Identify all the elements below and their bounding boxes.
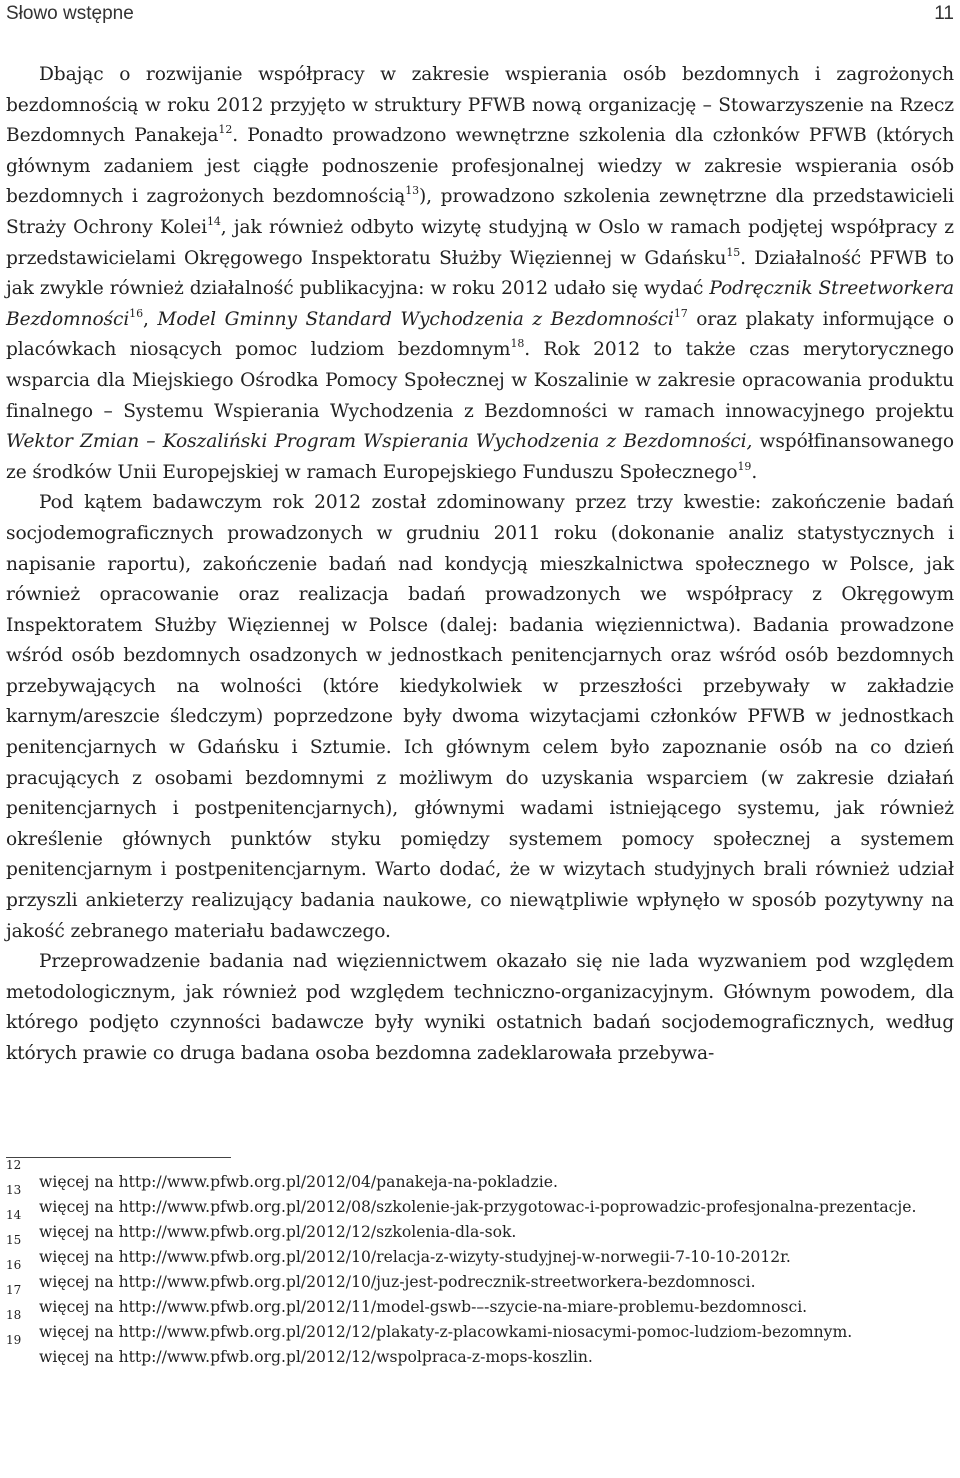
footnote-item [6,1308,954,1345]
text-run: Dbając o rozwijanie współpracy w zakresie wspierania osób bezdomnych i zagrożonych bezdomnością w roku 2012 przyjęto w struktury PFWB nową organizację – Stowarzyszenie na Rzecz Bezdomnych Panakeja [6,64,954,147]
publication-title: Podręcznik Streetworkera Bezdomności [6,278,954,330]
footnote-ref: 13 [405,184,420,198]
footnote-ref: 12 [218,123,233,137]
paragraph: Pod kątem badawczym rok 2012 został zdominowany przez trzy kwestie: zakończenie badań socjodemograficznych prowadzonych w grudniu 2011 roku (dokonanie analiz statystycznych i napisanie raportu), zakończenie badań nad kondycją mieszkalnictwa społecznego w Polsce, jak również opracowanie oraz realizacja badań prowadzonych we współpracy z Okręgowym Inspektoratem Służby Więziennej w Polsce (dalej: badania więziennictwa). Badania prowadzone wśród osób bezdomnych osadzonych w jednostkach penitencjarnych oraz wśród osób bezdomnych przebywających na wolności (które kiedykolwiek w przeszłości przebywały w zakładzie karnym/areszcie śledczym) poprzedzone były dwoma wizytacjami członków PFWB w jednostkach penitencjarnych w Gdańsku i Sztumie. Ich głównym celem było zapoznanie osób na co dzień pracujących z osobami bezdomnymi z możliwym do uzyskania wsparciem (w zakresie działań penitencjarnych i postpenitencjarnych), głównymi wadami istniejącego systemu, jak również określenie głównych punktów styku pomiędzy systemem pomocy społecznej a systemem penitencjarnym i postpenitencjarnym. Warto dodać, że w wizytach studyjnych brali również udział przyszli ankieterzy realizujący badania naukowe, co niewątpliwie wpłynęło w sposób pozytywny na jakość zebranego materiału badawczego. [6,492,954,942]
publication-title: Model Gminny Standard Wychodzenia z Bezdomności [157,308,674,330]
footnote-text: więcej na http://www.pfwb.org.pl/2012/12/wspolpraca-z-mops-koszlin. [39,1348,593,1366]
footnote-text: więcej na http://www.pfwb.org.pl/2012/10/relacja-z-wizyty-studyjnej-w-norwegii-7-10-10-2012r. [39,1248,791,1266]
main-text [6,60,954,1070]
footnote-item [6,1233,954,1270]
footnote-number: 14 [6,1208,22,1222]
text-run: współfinansowanego ze środków Unii Europejskiej w ramach Europejskiego Funduszu Społecznego [6,431,954,483]
footnote-ref: 19 [737,459,752,473]
footnote-text: więcej na http://www.pfwb.org.pl/2012/04/panakeja-na-pokladzie. [39,1173,558,1191]
footnote-ref: 16 [129,306,143,320]
text-run: ), prowadzono szkolenia zewnętrzne dla przedstawicieli Straży Ochrony Kolei [6,186,954,238]
footnote-number: 13 [6,1183,22,1197]
footnote-item [6,1183,954,1220]
footnote-number: 12 [6,1158,22,1172]
footnote-item [6,1208,954,1245]
text-run: . [751,461,758,483]
footnote-ref: 17 [673,306,688,320]
footnote-separator [6,1157,231,1158]
chapter-title: Słowo wstępne [6,3,134,24]
paragraph: Przeprowadzenie badania nad więziennictwem okazało się nie lada wyzwaniem pod względem metodologicznym, jak również pod względem techniczno-organizacyjnym. Głównym powodem, dla którego podjęto czynności badawcze były wyniki ostatnich badań socjodemograficznych, według których prawie co druga badana osoba bezdomna zadeklarowała przebywa- [6,951,954,1064]
text-run: , jak również odbyto wizytę studyjną w Oslo w ramach podjętej współpracy z przedstawicielami Okręgowego Inspektoratu Służby Więziennej w Gdańsku [6,216,954,269]
footnote-text: więcej na http://www.pfwb.org.pl/2012/10/juz-jest-podrecznik-streetworkera-bezdomnosci. [39,1273,756,1291]
text-run: oraz plakaty informujące o placówkach niosących pomoc ludziom bezdomnym [6,308,954,361]
footnote-item [6,1158,954,1195]
footnote-item [6,1283,954,1320]
footnote-ref: 14 [206,214,221,228]
footnote-item [6,1258,954,1295]
page-number: 11 [934,3,954,24]
footnote-item [6,1333,954,1370]
footnote-text: więcej na http://www.pfwb.org.pl/2012/08/szkolenie-jak-przygotowac-i-poprowadzic-profesjonalna-prezentacje. [39,1198,917,1216]
footnote-number: 18 [6,1308,22,1322]
footnote-number: 17 [6,1283,22,1297]
footnote-number: 16 [6,1258,22,1272]
text-run: . Ponadto prowadzono wewnętrzne szkolenia dla członków PFWB (których głównym zadaniem jest ciągłe podnoszenie profesjonalnej wiedzy w zakresie wspierania osób bezdomnych i zagrożonych bezdomnością [6,125,955,208]
footnotes [6,1158,954,1370]
text-run: . Rok 2012 to także czas merytorycznego wsparcia dla Miejskiego Ośrodka Pomocy Społecznej w Koszalinie w zakresie opracowania produktu finalnego – Systemu Wspierania Wychodzenia z Bezdomności w ramach innowacyjnego projektu [6,339,954,422]
running-header [6,0,954,28]
paragraph [6,60,954,488]
footnote-text: więcej na http://www.pfwb.org.pl/2012/12/szkolenia-dla-sok. [39,1223,517,1241]
footnote-number: 15 [6,1233,22,1247]
text-run: . Działalność PFWB to jak zwykle również działalność publikacyjna: w roku 2012 udało się wydać [6,247,954,300]
footnote-number: 19 [6,1333,22,1347]
text-run: , [142,308,158,330]
footnote-text: więcej na http://www.pfwb.org.pl/2012/12/plakaty-z-placowkami-niosacymi-pomoc-ludziom-bezomnym. [39,1323,853,1341]
project-title: Wektor Zmian – Koszaliński Program Wspierania Wychodzenia z Bezdomności, [6,431,753,453]
footnote-ref: 15 [726,245,741,259]
footnote-text: więcej na http://www.pfwb.org.pl/2012/11/model-gswb-–-szycie-na-miare-problemu-bezdomnosci. [39,1298,808,1316]
footnote-ref: 18 [510,337,525,351]
